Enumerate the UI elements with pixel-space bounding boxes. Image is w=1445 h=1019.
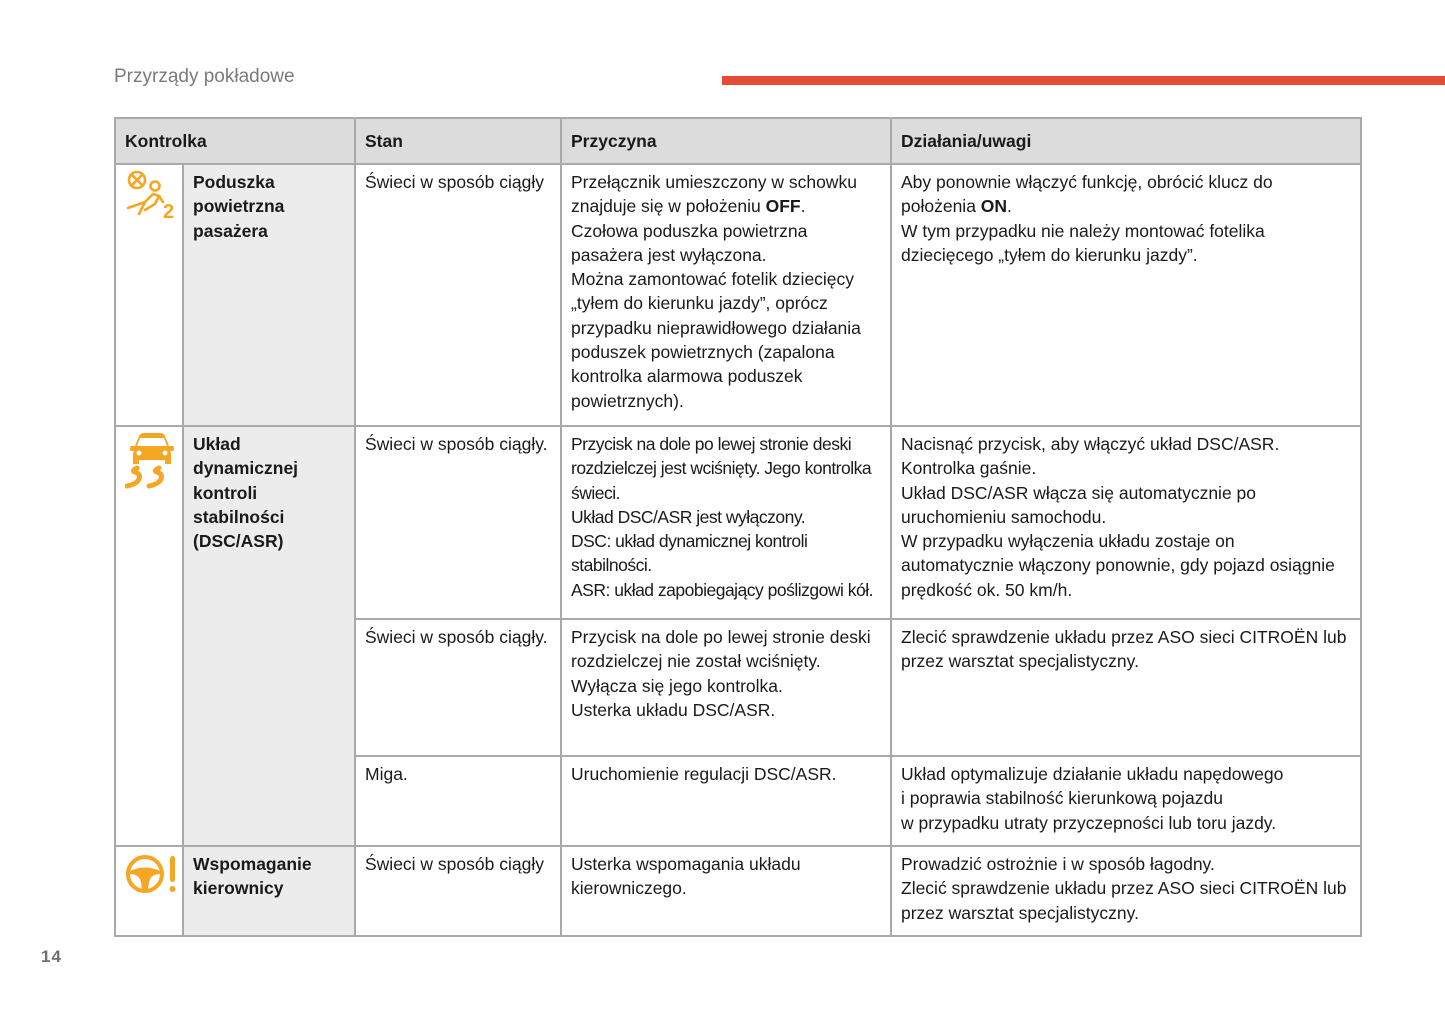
cause-text: Uruchomienie regulacji DSC/ASR. xyxy=(571,764,837,784)
state-cell: Świeci w sposób ciągły xyxy=(355,164,561,426)
column-header-stan: Stan xyxy=(355,118,561,164)
cause-text: Układ DSC/ASR jest wyłączony. xyxy=(571,506,806,527)
table-header-row xyxy=(115,118,1361,164)
stability-control-icon xyxy=(125,432,179,496)
cause-cell xyxy=(561,426,891,619)
action-cell xyxy=(891,846,1361,936)
action-text: Kontrolka gaśnie. xyxy=(901,458,1037,479)
cause-cell xyxy=(561,846,891,936)
cause-cell xyxy=(561,164,891,426)
cause-text: . xyxy=(800,196,806,217)
action-cell xyxy=(891,164,1361,426)
state-cell: Świeci w sposób ciągły xyxy=(355,846,561,936)
column-header-przyczyna: Przyczyna xyxy=(561,118,891,164)
state-cell: Świeci w sposób ciągły. xyxy=(355,619,561,756)
cause-cell xyxy=(561,756,891,846)
action-text: Zlecić sprawdzenie układu przez ASO sieci CITROËN lub przez warsztat specjalistyczny. xyxy=(901,878,1347,923)
action-text: Zlecić sprawdzenie układu przez ASO sieci CITROËN lub przez warsztat specjalistyczny. xyxy=(901,627,1347,672)
action-cell xyxy=(891,619,1361,756)
accent-bar xyxy=(722,76,1445,85)
warning-name: Wspomaganie kierownicy xyxy=(183,846,355,936)
cause-text: ASR: układ zapobiegający poślizgowi kół. xyxy=(571,579,873,600)
action-text: w przypadku utraty przyczepności lub toru jazdy. xyxy=(901,812,1277,833)
warning-lights-table xyxy=(114,117,1362,937)
icon-cell xyxy=(115,426,183,846)
power-steering-warning-icon xyxy=(125,852,179,902)
page-number: 14 xyxy=(41,947,62,966)
cause-text: Przycisk na dole po lewej stronie deski rozdzielczej jest wciśnięty. Jego kontrolka świeci. xyxy=(571,434,872,503)
table-row xyxy=(115,164,1361,426)
warning-name: Poduszka powietrzna pasażera xyxy=(183,164,355,426)
action-text: W przypadku wyłączenia układu zostaje on automatycznie włączony ponownie, gdy pojazd osiągnie prędkość ok. 50 km/h. xyxy=(901,531,1335,600)
cause-text: Usterka układu DSC/ASR. xyxy=(571,699,776,720)
action-cell xyxy=(891,426,1361,619)
cause-text: Przełącznik umieszczony w schowku znajduje się w położeniu xyxy=(571,172,857,217)
state-cell: Świeci w sposób ciągły. xyxy=(355,426,561,619)
action-text: Układ DSC/ASR włącza się automatycznie po uruchomieniu samochodu. xyxy=(901,482,1257,527)
cause-text: DSC: układ dynamicznej kontroli stabilności. xyxy=(571,531,808,576)
cause-text: Można zamontować fotelik dziecięcy „tyłem do kierunku jazdy”, oprócz przypadku nieprawidłowego działania poduszek powietrznych (zapalona kontrolka alarmowa poduszek powietrznych). xyxy=(571,269,861,411)
action-text: . xyxy=(1007,196,1012,217)
column-header-dzialania: Działania/uwagi xyxy=(891,118,1361,164)
column-header-kontrolka: Kontrolka xyxy=(115,118,355,164)
table-row xyxy=(115,846,1361,936)
passenger-airbag-off-icon xyxy=(125,170,179,226)
cause-text: Usterka wspomagania układu kierowniczego. xyxy=(571,854,801,899)
action-bold-text: ON xyxy=(980,196,1008,217)
section-title: Przyrządy pokładowe xyxy=(114,66,295,87)
cause-text: Wyłącza się jego kontrolka. xyxy=(571,675,783,696)
table-row xyxy=(115,426,1361,619)
cause-text: Przycisk na dole po lewej stronie deski rozdzielczej nie został wciśnięty. xyxy=(571,627,871,672)
action-text: Aby ponownie włączyć funkcję, obrócić klucz do położenia xyxy=(901,172,1273,217)
action-text: Układ optymalizuje działanie układu napędowego xyxy=(901,764,1284,784)
action-text: Prowadzić ostrożnie i w sposób łagodny. xyxy=(901,854,1215,874)
svg-text:2: 2 xyxy=(163,201,175,220)
cause-cell xyxy=(561,619,891,756)
action-text: i poprawia stabilność kierunkową pojazdu xyxy=(901,788,1223,809)
action-text: Nacisnąć przycisk, aby włączyć układ DSC/ASR. xyxy=(901,434,1280,454)
action-cell xyxy=(891,756,1361,846)
icon-cell xyxy=(115,164,183,426)
cause-bold-text: OFF xyxy=(765,196,801,217)
cause-text: Czołowa poduszka powietrzna pasażera jest wyłączona. xyxy=(571,220,808,265)
state-cell: Miga. xyxy=(355,756,561,846)
action-text: W tym przypadku nie należy montować fotelika dziecięcego „tyłem do kierunku jazdy”. xyxy=(901,220,1265,265)
icon-cell xyxy=(115,846,183,936)
warning-name: Układ dynamicznej kontroli stabilności (DSC/ASR) xyxy=(183,426,355,846)
